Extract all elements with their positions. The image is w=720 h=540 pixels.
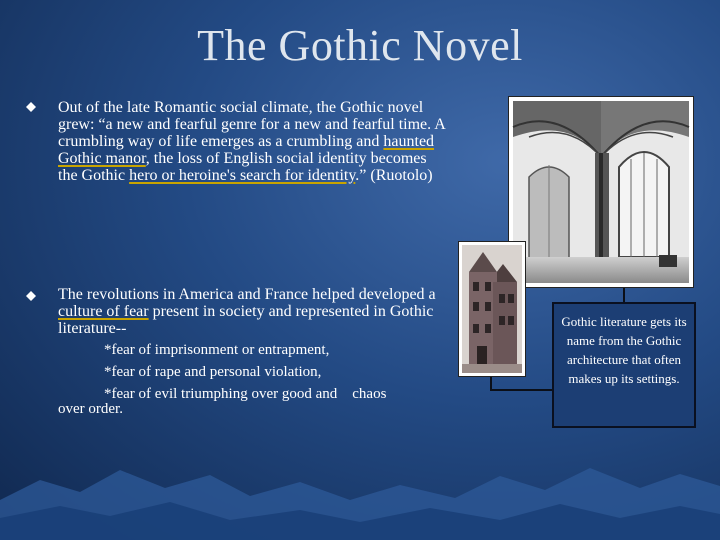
fear-item-evil: *fear of evil triumphing over good and chaos (104, 386, 387, 402)
haunted-house-image (458, 241, 526, 377)
bullet-text: .” (Ruotolo) (355, 167, 433, 184)
bullet-text: The revolutions in America and France helped developed a (58, 286, 436, 303)
fear-item-imprisonment: *fear of imprisonment or entrapment, (104, 342, 330, 358)
haunted-gothic-manor-link[interactable]: haunted Gothic manor (58, 133, 435, 167)
bullet-text: Out of the late Romantic social climate, the Gothic novel grew: “a new and fearful genre for a new and fearful time. A crumbling way of life emerges as a crumbling and (58, 99, 445, 150)
slide-title: The Gothic Novel (197, 21, 523, 70)
caption-box: Gothic literature gets its name from the Gothic architecture that often makes up its settings. (552, 302, 696, 428)
culture-of-fear-link[interactable]: culture of fear (58, 303, 149, 320)
gothic-cathedral-image (508, 96, 694, 288)
search-for-identity-link[interactable]: hero or heroine's search for identity (129, 167, 356, 184)
bullet-text: , the loss of English social identity becomes the Gothic (58, 150, 427, 184)
fear-item-continuation: over order. (58, 401, 123, 417)
bullet-text: present in society and represented in Gothic literature-- (58, 303, 434, 337)
fear-item-violation: *fear of rape and personal violation, (104, 364, 322, 380)
